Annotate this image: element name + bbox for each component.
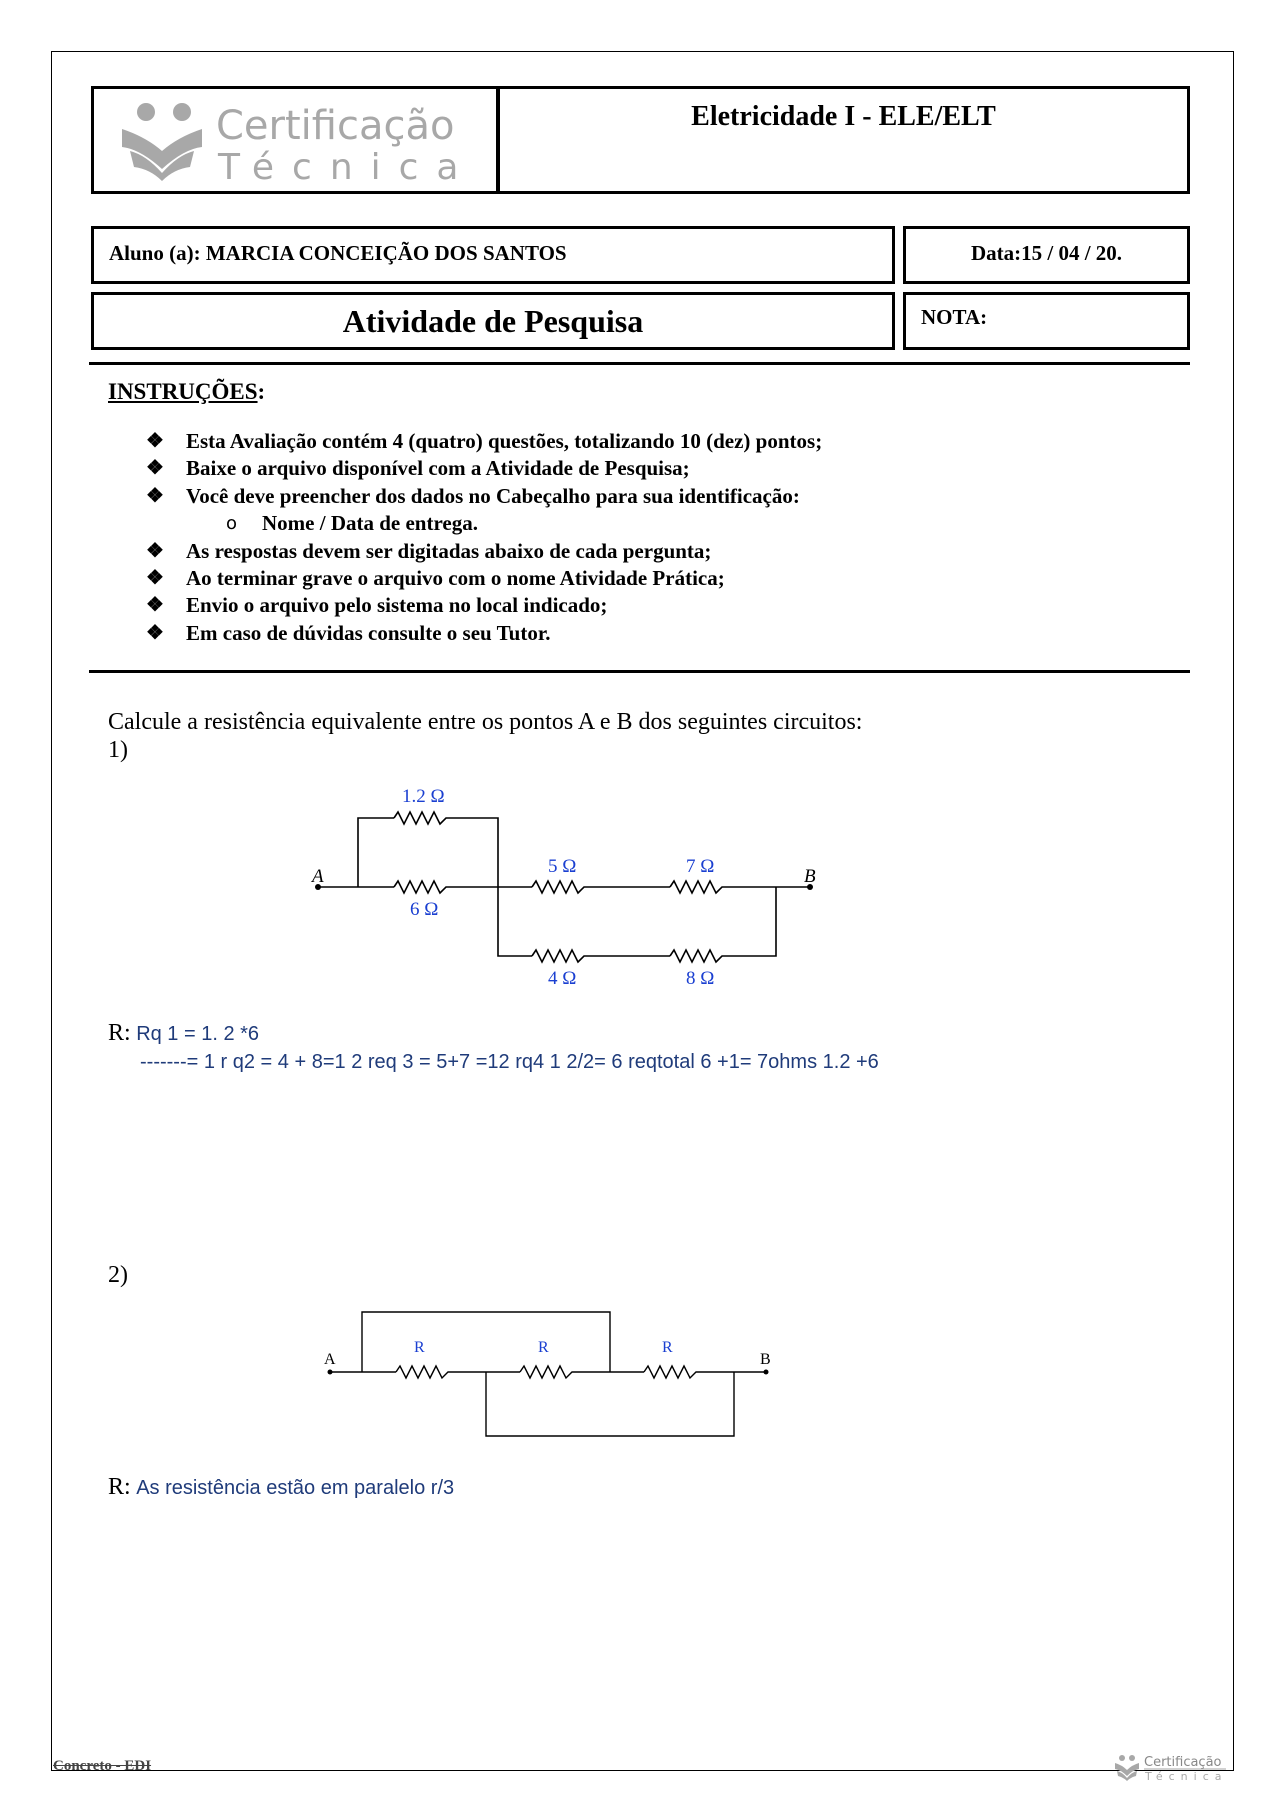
list-item: ❖ Baixe o arquivo disponível com a Atividade de Pesquisa;: [146, 455, 822, 482]
grade-label: NOTA:: [921, 305, 988, 329]
student-name: MARCIA CONCEIÇÃO DOS SANTOS: [205, 241, 567, 265]
date-field[interactable]: Data:15 / 04 / 20.: [970, 241, 1123, 265]
label-r-8: 8 Ω: [686, 968, 715, 989]
label-terminal-a: A: [324, 1351, 336, 1368]
divider-bottom: [89, 670, 1190, 673]
diamond-bullet-icon: ❖: [146, 594, 164, 617]
diamond-bullet-icon: ❖: [146, 484, 164, 507]
list-item: ❖ As respostas devem ser digitadas abaixo de cada pergunta;: [146, 538, 822, 565]
list-item: ❖ Ao terminar grave o arquivo com o nome Atividade Prática;: [146, 565, 822, 592]
resistor-r1: [396, 1366, 452, 1378]
logo-box: [91, 86, 499, 194]
date-box: [903, 226, 1190, 284]
label-r-7: 7 Ω: [686, 856, 715, 877]
label-r-top: 1.2 Ω: [402, 786, 445, 807]
grade-box: [903, 292, 1190, 350]
list-item: ❖ Em caso de dúvidas consulte o seu Tutor.: [146, 620, 822, 647]
label-r-5: 5 Ω: [548, 856, 577, 877]
resistor-4: [532, 950, 588, 962]
list-item: ❖ Esta Avaliação contém 4 (quatro) questões, totalizando 10 (dez) pontos;: [146, 428, 822, 455]
answer-1[interactable]: [108, 1020, 259, 1047]
resistor-6: [394, 881, 450, 893]
label-terminal-a: A: [312, 866, 324, 887]
logo-line1: Certificação: [216, 103, 455, 149]
list-subitem: o Nome / Data de entrega.: [146, 510, 822, 537]
label-r1: R: [414, 1339, 425, 1356]
divider-top: [89, 362, 1190, 365]
activity-title: Atividade de Pesquisa: [342, 303, 644, 339]
question-1-number: 1): [108, 737, 128, 763]
instructions-title: INSTRUÇÕES:: [108, 379, 266, 404]
diamond-bullet-icon: ❖: [146, 539, 164, 562]
answer-2[interactable]: [108, 1474, 454, 1501]
diamond-bullet-icon: ❖: [146, 457, 164, 480]
diamond-bullet-icon: ❖: [146, 430, 164, 452]
logo-person-icon: [137, 103, 155, 121]
resistor-1-2: [394, 812, 450, 824]
answer-1-prefix: R:: [108, 1020, 131, 1046]
resistor-7: [670, 881, 726, 893]
footer-logo: [1114, 1752, 1230, 1786]
subject-box: [497, 86, 1190, 194]
resistor-5: [532, 881, 588, 893]
resistor-r3: [644, 1366, 700, 1378]
activity-box: [91, 292, 895, 350]
list-item: ❖ Você deve preencher dos dados no Cabeçalho para sua identificação:: [146, 483, 822, 510]
footer-left-text: Concreto - EDI: [53, 1758, 152, 1774]
footer-logo-line2: Técnica: [1145, 1770, 1228, 1783]
question-2-number: 2): [108, 1262, 128, 1288]
instructions-list: [146, 428, 822, 647]
list-item: ❖ Envio o arquivo pelo sistema no local indicado;: [146, 592, 822, 619]
subject-title: Eletricidade I - ELE/ELT: [691, 101, 996, 132]
answer-1-line2[interactable]: -------= 1 r q2 = 4 + 8=1 2 req 3 = 5+7 =12 rq4 1 2/2= 6 reqtotal 6 +1= 7ohms 1.2 +6: [140, 1051, 879, 1073]
circle-bullet-icon: o: [226, 513, 238, 535]
resistor-8: [670, 950, 726, 962]
student-label: Aluno (a):: [109, 241, 201, 265]
question-intro: Calcule a resistência equivalente entre os pontos A e B dos seguintes circuitos:: [108, 709, 863, 735]
label-r3: R: [662, 1339, 673, 1356]
label-r-6: 6 Ω: [410, 899, 439, 920]
label-terminal-b: B: [804, 866, 816, 887]
student-field[interactable]: [109, 241, 567, 266]
diamond-bullet-icon: ❖: [146, 566, 164, 589]
circuit-2-diagram: [320, 1308, 780, 1446]
diamond-bullet-icon: ❖: [146, 621, 164, 644]
answer-1-line1: Rq 1 = 1. 2 *6: [136, 1023, 260, 1045]
resistor-r2: [520, 1366, 576, 1378]
certificacao-logo: [94, 89, 496, 191]
logo-line2: Técnica: [218, 147, 477, 188]
label-r2: R: [538, 1339, 549, 1356]
footer-logo-line1: Certificação: [1144, 1755, 1222, 1770]
circuit-1-diagram: [310, 780, 830, 995]
answer-2-text: As resistência estão em paralelo r/3: [136, 1477, 455, 1499]
answer-2-prefix: R:: [108, 1474, 131, 1500]
label-r-4: 4 Ω: [548, 968, 577, 989]
student-box: [91, 226, 895, 284]
label-terminal-b: B: [760, 1351, 771, 1368]
